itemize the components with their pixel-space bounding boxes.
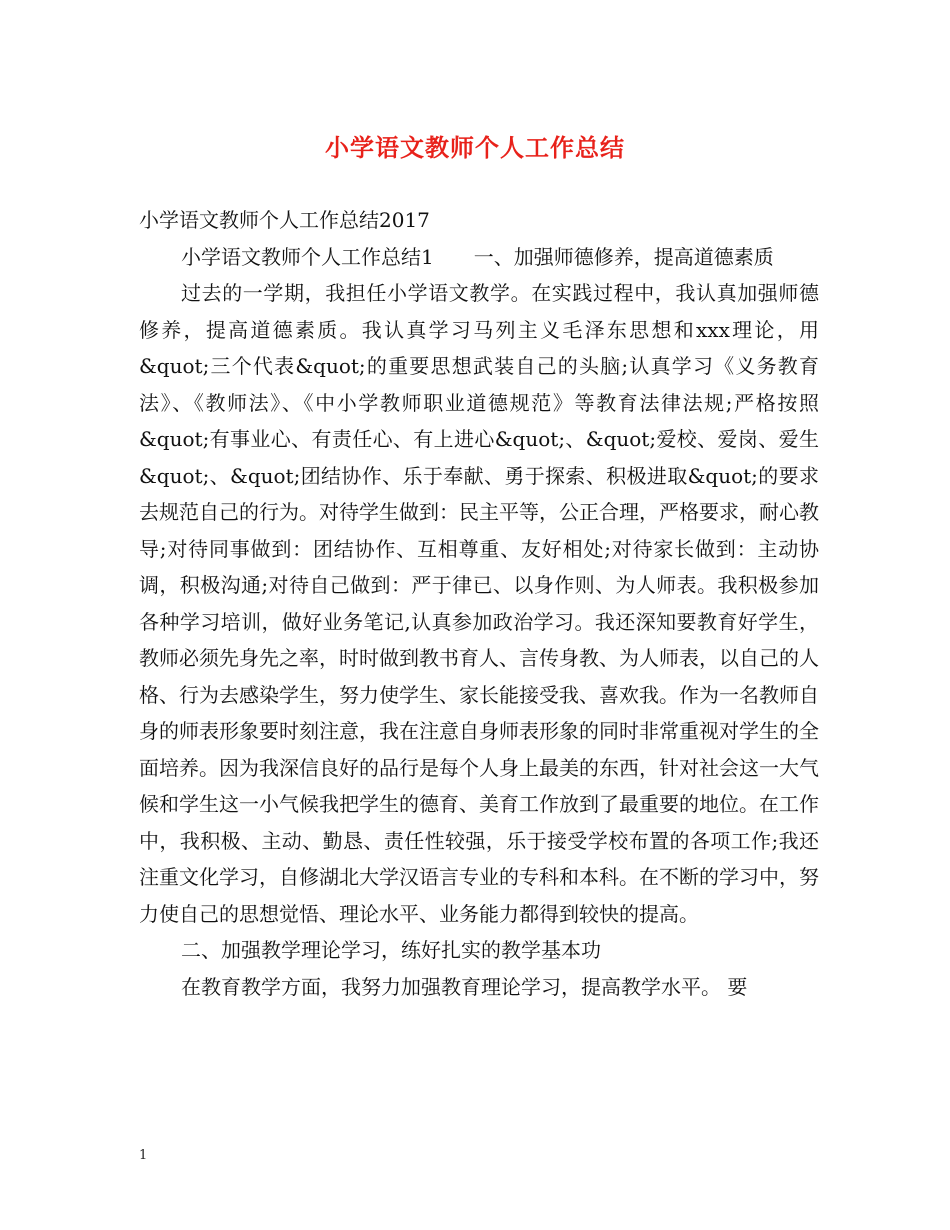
document-title: 小学语文教师个人工作总结 [325,133,625,162]
paragraph-1: 小学语文教师个人工作总结1 一、加强师德修养，提高道德素质 [181,244,774,269]
page-number: 1 [139,1148,148,1163]
paragraph-2: 过去的一学期，我担任小学语文教学。在实践过程中，我认真加强师德修养，提高道德素质。我认真学习马列主义毛泽东思想和xxx理论，用&quot;三个代表&quot;的重要思想武装自己的头脑;认真学习《义务教育法》、《教师法》、《中小学教师职业道德规范》等教育法律法规;严格按照&quot;有事业心、有责任心、有上进心&quot;、&quot;爱校、爱岗、爱生&quot;、&quot;团结协作、乐于奉献、勇于探索、积极进取&quot;的要求去规范自己的行为。对待学生做到：民主平等，公正合理，严格要求，耐心教导;对待同事做到：团结协作、互相尊重、友好相处;对待家长做到：主动协调，积极沟通;对待自己做到：严于律已、以身作则、为人师表。我积极参加各种学习培训，做好业务笔记,认真参加政治学习。我还深知要教育好学生，教师必须先身先之率，时时做到教书育人、言传身教、为人师表，以自己的人格、行为去感染学生，努力使学生、家长能接受我、喜欢我。作为一名教师自身的师表形象要时刻注意，我在注意自身师表形象的同时非常重视对学生的全面培养。因为我深信良好的品行是每个人身上最美的东西，针对社会这一大气候和学生这一小气候我把学生的德育、美育工作放到了最重要的地位。在工作中，我积极、主动、勤恳、责任性较强，乐于接受学校布置的各项工作;我还注重文化学习，自修湖北大学汉语言专业的专科和本科。在不断的学习中，努力使自己的思想觉悟、理论水平、业务能力都得到较快的提高。 [139,281,819,926]
paragraph-4: 在教育教学方面，我努力加强教育理论学习，提高教学水平。 要 [181,974,748,999]
document-body [139,202,819,1005]
paragraph-3: 二、加强教学理论学习，练好扎实的教学基本功 [181,938,601,962]
document-subtitle: 小学语文教师个人工作总结2017 [139,208,430,232]
